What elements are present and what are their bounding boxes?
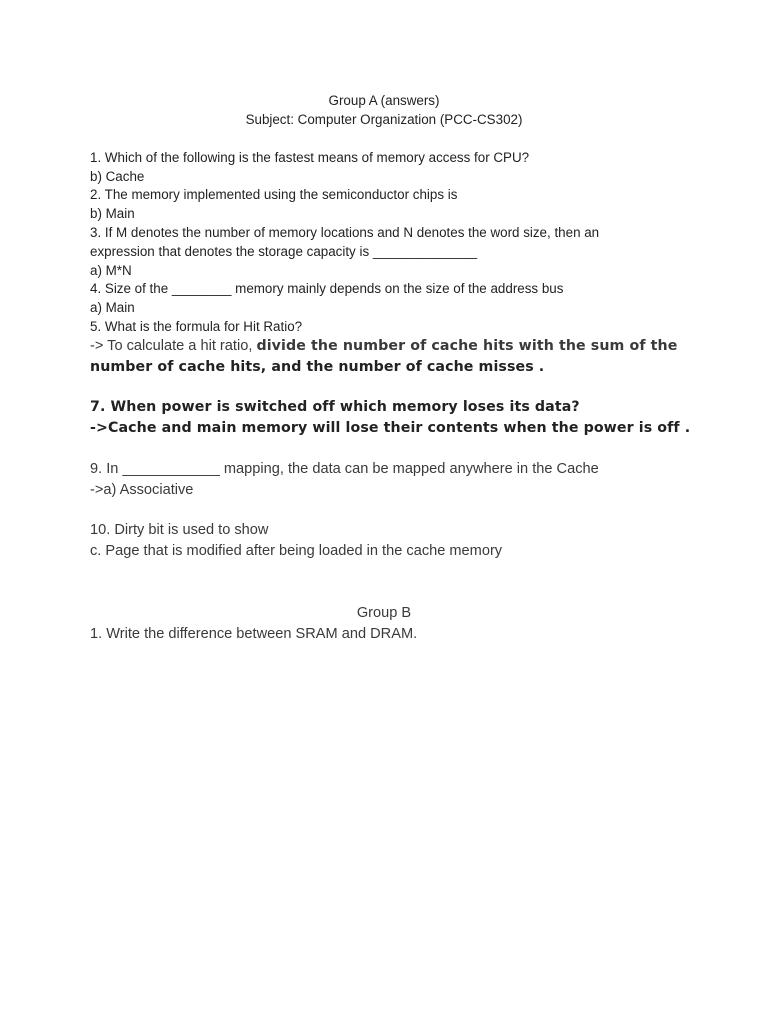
answer-7: ->Cache and main memory will lose their contents when the power is off . — [90, 420, 691, 436]
question-3-line-2: expression that denotes the storage capacity is ______________ — [90, 244, 478, 259]
group-b-title: Group B — [356, 605, 412, 621]
group-b-question-1: 1. Write the difference between SRAM and DRAM. — [90, 626, 418, 642]
question-1: 1. Which of the following is the fastest means of memory access for CPU? — [90, 150, 530, 165]
group-a-title: Group A (answers) — [328, 93, 440, 108]
subject-line: Subject: Computer Organization (PCC-CS302) — [245, 112, 523, 127]
question-9: 9. In ____________ mapping, the data can be mapped anywhere in the Cache — [90, 461, 599, 477]
question-2: 2. The memory implemented using the semiconductor chips is — [90, 187, 458, 202]
answer-10: c. Page that is modified after being loaded in the cache memory — [90, 543, 503, 559]
question-10: 10. Dirty bit is used to show — [90, 522, 269, 538]
question-4: 4. Size of the ________ memory mainly depends on the size of the address bus — [90, 281, 564, 296]
question-5: 5. What is the formula for Hit Ratio? — [90, 319, 303, 334]
answer-1: b) Cache — [90, 169, 145, 184]
answer-3: a) M*N — [90, 263, 132, 278]
answer-9: ->a) Associative — [90, 482, 194, 498]
answer-4: a) Main — [90, 300, 135, 315]
question-3-line-1: 3. If M denotes the number of memory locations and N denotes the word size, then an — [90, 225, 600, 240]
answer-5-line-1 — [90, 338, 677, 354]
answer-5-prefix: -> To calculate a hit ratio, — [90, 338, 257, 354]
question-7: 7. When power is switched off which memory loses its data? — [90, 399, 580, 415]
answer-2: b) Main — [90, 206, 135, 221]
answer-5-bold-part-1: divide the number of cache hits with the sum of the — [256, 338, 678, 354]
answer-5-line-2: number of cache hits, and the number of cache misses . — [90, 359, 545, 375]
